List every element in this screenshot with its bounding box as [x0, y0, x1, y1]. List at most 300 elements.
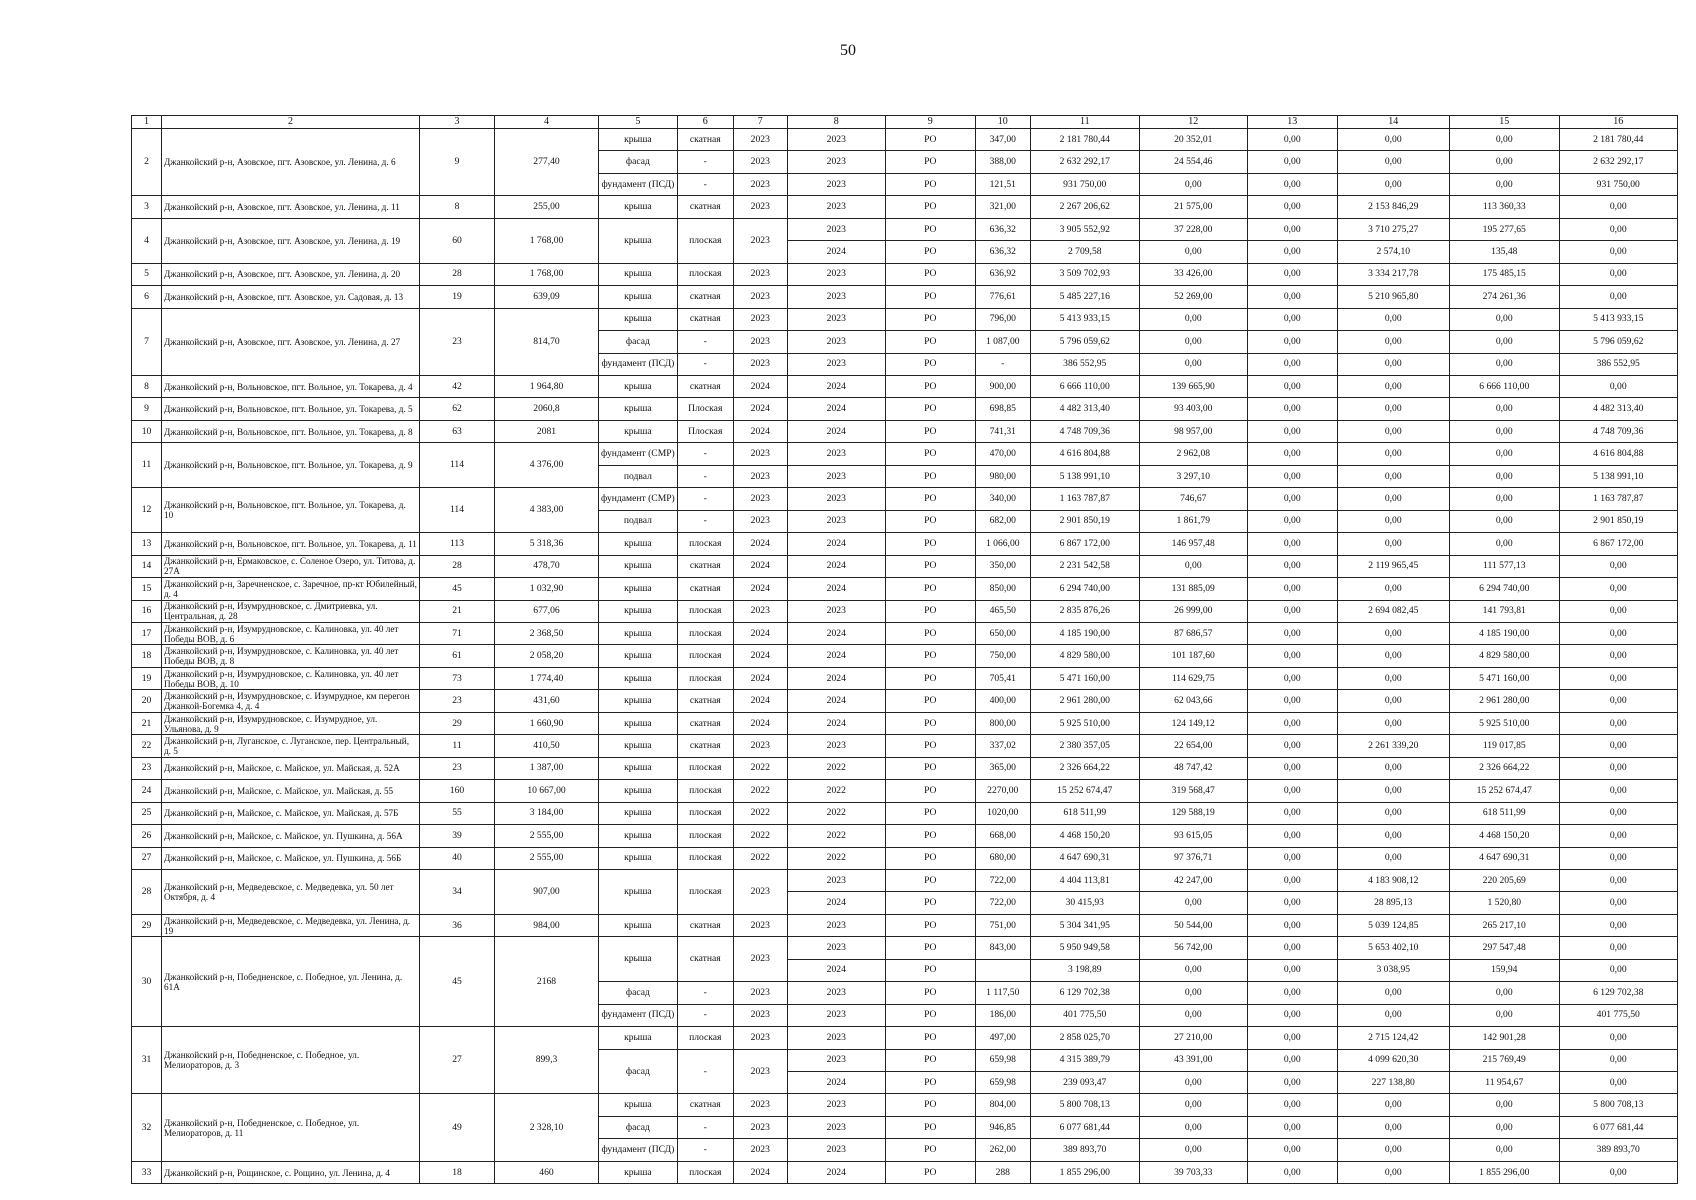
- column-number-10: 10: [975, 116, 1030, 129]
- area-cell: [975, 959, 1030, 981]
- col-4-cell: 10 667,00: [495, 780, 599, 802]
- col-13-cell: 0,00: [1247, 263, 1337, 285]
- roof-type-cell: -: [677, 443, 733, 465]
- col-14-cell: 0,00: [1337, 982, 1449, 1004]
- row-number: 17: [132, 622, 162, 644]
- col-16-cell: 0,00: [1559, 869, 1677, 891]
- col-12-cell: 42 247,00: [1139, 869, 1247, 891]
- col-3-cell: 23: [420, 757, 495, 779]
- planned-year-cell: 2024: [733, 712, 787, 734]
- col-3-cell: 23: [420, 308, 495, 375]
- col-12-cell: 20 352,01: [1139, 129, 1247, 151]
- year-cell: 2023: [787, 218, 885, 240]
- source-cell: РО: [885, 1072, 975, 1094]
- col-16-cell: 2 632 292,17: [1559, 151, 1677, 173]
- col-16-cell: 0,00: [1559, 802, 1677, 824]
- total-cost-cell: 15 252 674,47: [1030, 780, 1139, 802]
- col-12-cell: 3 297,10: [1139, 465, 1247, 487]
- area-cell: 804,00: [975, 1094, 1030, 1116]
- work-type-cell: крыша: [599, 735, 678, 757]
- planned-year-cell: 2023: [733, 263, 787, 285]
- col-12-cell: 139 665,90: [1139, 375, 1247, 397]
- source-cell: РО: [885, 1161, 975, 1183]
- col-13-cell: 0,00: [1247, 420, 1337, 442]
- col-15-cell: 1 520,80: [1449, 892, 1559, 914]
- area-cell: 636,32: [975, 241, 1030, 263]
- col-15-cell: 4 647 690,31: [1449, 847, 1559, 869]
- table-row: [132, 443, 1678, 465]
- row-number: 29: [132, 914, 162, 936]
- total-cost-cell: 2 632 292,17: [1030, 151, 1139, 173]
- table-row: [132, 937, 1678, 959]
- col-13-cell: 0,00: [1247, 375, 1337, 397]
- page-number: 50: [840, 42, 856, 59]
- table-row: [132, 420, 1678, 442]
- total-cost-cell: 4 829 580,00: [1030, 645, 1139, 667]
- row-number: 8: [132, 375, 162, 397]
- col-14-cell: 0,00: [1337, 847, 1449, 869]
- col-14-cell: 0,00: [1337, 353, 1449, 375]
- col-14-cell: 0,00: [1337, 622, 1449, 644]
- col-15-cell: 0,00: [1449, 533, 1559, 555]
- year-cell: 2024: [787, 398, 885, 420]
- col-4-cell: 2168: [495, 937, 599, 1027]
- table-row: [132, 780, 1678, 802]
- total-cost-cell: 386 552,95: [1030, 353, 1139, 375]
- row-number: 11: [132, 443, 162, 488]
- address-cell: Джанкойский р-н, Азовское, пгт. Азовское, ул. Садовая, д. 13: [162, 286, 420, 308]
- source-cell: РО: [885, 375, 975, 397]
- total-cost-cell: 4 748 709,36: [1030, 420, 1139, 442]
- source-cell: РО: [885, 398, 975, 420]
- col-13-cell: 0,00: [1247, 667, 1337, 689]
- total-cost-cell: 4 482 313,40: [1030, 398, 1139, 420]
- year-cell: 2023: [787, 129, 885, 151]
- address-cell: Джанкойский р-н, Победненское, с. Победное, ул. Мелиораторов, д. 3: [162, 1027, 420, 1094]
- total-cost-cell: 6 129 702,38: [1030, 982, 1139, 1004]
- total-cost-cell: 2 709,58: [1030, 241, 1139, 263]
- col-14-cell: 0,00: [1337, 1139, 1449, 1161]
- row-number: 33: [132, 1161, 162, 1183]
- col-13-cell: 0,00: [1247, 690, 1337, 712]
- source-cell: РО: [885, 825, 975, 847]
- col-13-cell: 0,00: [1247, 1139, 1337, 1161]
- col-12-cell: 0,00: [1139, 331, 1247, 353]
- area-cell: 288: [975, 1161, 1030, 1183]
- source-cell: РО: [885, 780, 975, 802]
- source-cell: РО: [885, 1139, 975, 1161]
- col-13-cell: 0,00: [1247, 1072, 1337, 1094]
- col-12-cell: 93 403,00: [1139, 398, 1247, 420]
- area-cell: 698,85: [975, 398, 1030, 420]
- total-cost-cell: 2 380 357,05: [1030, 735, 1139, 757]
- planned-year-cell: 2023: [733, 1139, 787, 1161]
- planned-year-cell: 2023: [733, 353, 787, 375]
- planned-year-cell: 2024: [733, 398, 787, 420]
- area-cell: -: [975, 353, 1030, 375]
- planned-year-cell: 2022: [733, 802, 787, 824]
- source-cell: РО: [885, 1049, 975, 1071]
- col-14-cell: 0,00: [1337, 578, 1449, 600]
- address-cell: Джанкойский р-н, Азовское, пгт. Азовское, ул. Ленина, д. 19: [162, 218, 420, 263]
- work-type-cell: фундамент (СМР): [599, 443, 678, 465]
- year-cell: 2024: [787, 712, 885, 734]
- work-type-cell: крыша: [599, 869, 678, 914]
- source-cell: РО: [885, 241, 975, 263]
- address-cell: Джанкойский р-н, Ермаковское, с. Соленое Озеро, ул. Титова, д. 27А: [162, 555, 420, 577]
- col-4-cell: 478,70: [495, 555, 599, 577]
- col-14-cell: 3 334 217,78: [1337, 263, 1449, 285]
- source-cell: РО: [885, 1027, 975, 1049]
- col-15-cell: 0,00: [1449, 1139, 1559, 1161]
- table-row: [132, 622, 1678, 644]
- total-cost-cell: 2 901 850,19: [1030, 510, 1139, 532]
- col-15-cell: 159,94: [1449, 959, 1559, 981]
- year-cell: 2023: [787, 151, 885, 173]
- roof-type-cell: -: [677, 1049, 733, 1094]
- col-4-cell: 2 555,00: [495, 847, 599, 869]
- col-12-cell: 101 187,60: [1139, 645, 1247, 667]
- table-row: [132, 129, 1678, 151]
- col-14-cell: 227 138,80: [1337, 1072, 1449, 1094]
- area-cell: 750,00: [975, 645, 1030, 667]
- col-16-cell: 5 796 059,62: [1559, 331, 1677, 353]
- row-number: 18: [132, 645, 162, 667]
- col-13-cell: 0,00: [1247, 1094, 1337, 1116]
- year-cell: 2023: [787, 1027, 885, 1049]
- planned-year-cell: 2024: [733, 690, 787, 712]
- col-4-cell: 984,00: [495, 914, 599, 936]
- row-number: 28: [132, 869, 162, 914]
- col-14-cell: 2 694 082,45: [1337, 600, 1449, 622]
- source-cell: РО: [885, 937, 975, 959]
- col-12-cell: 746,67: [1139, 488, 1247, 510]
- row-number: 7: [132, 308, 162, 375]
- col-3-cell: 23: [420, 690, 495, 712]
- source-cell: РО: [885, 308, 975, 330]
- roof-type-cell: скатная: [677, 914, 733, 936]
- col-15-cell: 215 769,49: [1449, 1049, 1559, 1071]
- col-3-cell: 29: [420, 712, 495, 734]
- year-cell: 2022: [787, 847, 885, 869]
- col-3-cell: 73: [420, 667, 495, 689]
- planned-year-cell: 2023: [733, 982, 787, 1004]
- col-3-cell: 42: [420, 375, 495, 397]
- roof-type-cell: плоская: [677, 757, 733, 779]
- planned-year-cell: 2023: [733, 1027, 787, 1049]
- work-type-cell: крыша: [599, 645, 678, 667]
- col-13-cell: 0,00: [1247, 1161, 1337, 1183]
- col-15-cell: 0,00: [1449, 1094, 1559, 1116]
- column-number-6: 6: [677, 116, 733, 129]
- col-15-cell: 135,48: [1449, 241, 1559, 263]
- work-type-cell: фасад: [599, 982, 678, 1004]
- col-4-cell: 2 058,20: [495, 645, 599, 667]
- col-3-cell: 9: [420, 129, 495, 196]
- year-cell: 2023: [787, 869, 885, 891]
- work-type-cell: крыша: [599, 667, 678, 689]
- col-12-cell: 0,00: [1139, 982, 1247, 1004]
- year-cell: 2023: [787, 1094, 885, 1116]
- col-4-cell: 460: [495, 1161, 599, 1183]
- work-type-cell: подвал: [599, 510, 678, 532]
- col-16-cell: 0,00: [1559, 825, 1677, 847]
- col-3-cell: 28: [420, 555, 495, 577]
- year-cell: 2024: [787, 241, 885, 263]
- year-cell: 2023: [787, 331, 885, 353]
- roof-type-cell: скатная: [677, 286, 733, 308]
- col-15-cell: 15 252 674,47: [1449, 780, 1559, 802]
- col-13-cell: 0,00: [1247, 869, 1337, 891]
- year-cell: 2023: [787, 173, 885, 195]
- col-15-cell: 0,00: [1449, 488, 1559, 510]
- col-16-cell: 0,00: [1559, 757, 1677, 779]
- source-cell: РО: [885, 802, 975, 824]
- work-type-cell: крыша: [599, 825, 678, 847]
- col-12-cell: 93 615,05: [1139, 825, 1247, 847]
- roof-type-cell: -: [677, 353, 733, 375]
- col-15-cell: 0,00: [1449, 982, 1559, 1004]
- col-12-cell: 87 686,57: [1139, 622, 1247, 644]
- table-row: [132, 712, 1678, 734]
- source-cell: РО: [885, 353, 975, 375]
- col-14-cell: 0,00: [1337, 420, 1449, 442]
- address-cell: Джанкойский р-н, Медведевское, с. Медведевка, ул. Ленина, д. 19: [162, 914, 420, 936]
- column-number-15: 15: [1449, 116, 1559, 129]
- address-cell: Джанкойский р-н, Азовское, пгт. Азовское, ул. Ленина, д. 27: [162, 308, 420, 375]
- address-cell: Джанкойский р-н, Майское, с. Майское, ул. Майская, д. 57Б: [162, 802, 420, 824]
- col-15-cell: 1 855 296,00: [1449, 1161, 1559, 1183]
- year-cell: 2023: [787, 443, 885, 465]
- col-14-cell: 2 261 339,20: [1337, 735, 1449, 757]
- planned-year-cell: 2023: [733, 173, 787, 195]
- col-13-cell: 0,00: [1247, 914, 1337, 936]
- table-row: [132, 735, 1678, 757]
- col-12-cell: 2 962,08: [1139, 443, 1247, 465]
- col-15-cell: 265 217,10: [1449, 914, 1559, 936]
- table-row: [132, 555, 1678, 577]
- table-row: [132, 847, 1678, 869]
- col-12-cell: 0,00: [1139, 241, 1247, 263]
- roof-type-cell: скатная: [677, 308, 733, 330]
- col-14-cell: 0,00: [1337, 780, 1449, 802]
- col-15-cell: 0,00: [1449, 465, 1559, 487]
- total-cost-cell: 5 485 227,16: [1030, 286, 1139, 308]
- col-16-cell: 0,00: [1559, 622, 1677, 644]
- work-type-cell: крыша: [599, 196, 678, 218]
- col-13-cell: 0,00: [1247, 196, 1337, 218]
- source-cell: РО: [885, 622, 975, 644]
- area-cell: 347,00: [975, 129, 1030, 151]
- address-cell: Джанкойский р-н, Майское, с. Майское, ул. Пушкина, д. 56А: [162, 825, 420, 847]
- col-13-cell: 0,00: [1247, 982, 1337, 1004]
- work-type-cell: крыша: [599, 757, 678, 779]
- col-4-cell: 1 774,40: [495, 667, 599, 689]
- col-13-cell: 0,00: [1247, 443, 1337, 465]
- total-cost-cell: 5 413 933,15: [1030, 308, 1139, 330]
- total-cost-cell: 2 858 025,70: [1030, 1027, 1139, 1049]
- col-14-cell: 3 710 275,27: [1337, 218, 1449, 240]
- col-12-cell: 129 588,19: [1139, 802, 1247, 824]
- area-cell: 121,51: [975, 173, 1030, 195]
- col-4-cell: 1 660,90: [495, 712, 599, 734]
- table-row: [132, 690, 1678, 712]
- col-13-cell: 0,00: [1247, 645, 1337, 667]
- table-row: [132, 645, 1678, 667]
- col-15-cell: 0,00: [1449, 151, 1559, 173]
- source-cell: РО: [885, 712, 975, 734]
- col-14-cell: 0,00: [1337, 465, 1449, 487]
- year-cell: 2023: [787, 465, 885, 487]
- planned-year-cell: 2023: [733, 937, 787, 982]
- work-type-cell: фасад: [599, 1116, 678, 1138]
- total-cost-cell: 618 511,99: [1030, 802, 1139, 824]
- source-cell: РО: [885, 173, 975, 195]
- year-cell: 2023: [787, 1139, 885, 1161]
- col-12-cell: 0,00: [1139, 1094, 1247, 1116]
- area-cell: 186,00: [975, 1004, 1030, 1026]
- col-3-cell: 113: [420, 533, 495, 555]
- total-cost-cell: 2 267 206,62: [1030, 196, 1139, 218]
- source-cell: РО: [885, 892, 975, 914]
- table-row: [132, 533, 1678, 555]
- work-type-cell: фасад: [599, 331, 678, 353]
- roof-type-cell: плоская: [677, 869, 733, 914]
- column-number-11: 11: [1030, 116, 1139, 129]
- col-15-cell: 0,00: [1449, 510, 1559, 532]
- table-row: [132, 375, 1678, 397]
- col-16-cell: 1 163 787,87: [1559, 488, 1677, 510]
- roof-type-cell: скатная: [677, 690, 733, 712]
- col-3-cell: 45: [420, 578, 495, 600]
- area-cell: 668,00: [975, 825, 1030, 847]
- col-15-cell: 141 793,81: [1449, 600, 1559, 622]
- area-cell: 682,00: [975, 510, 1030, 532]
- col-14-cell: 0,00: [1337, 757, 1449, 779]
- source-cell: РО: [885, 667, 975, 689]
- table-row: [132, 218, 1678, 240]
- address-cell: Джанкойский р-н, Вольновское, пгт. Вольное, ул. Токарева, д. 5: [162, 398, 420, 420]
- col-12-cell: 27 210,00: [1139, 1027, 1247, 1049]
- col-15-cell: 119 017,85: [1449, 735, 1559, 757]
- year-cell: 2023: [787, 914, 885, 936]
- col-16-cell: 0,00: [1559, 780, 1677, 802]
- col-16-cell: 389 893,70: [1559, 1139, 1677, 1161]
- roof-type-cell: плоская: [677, 1027, 733, 1049]
- col-16-cell: 0,00: [1559, 263, 1677, 285]
- roof-type-cell: плоская: [677, 622, 733, 644]
- year-cell: 2024: [787, 959, 885, 981]
- area-cell: 1 066,00: [975, 533, 1030, 555]
- work-type-cell: крыша: [599, 375, 678, 397]
- source-cell: РО: [885, 555, 975, 577]
- col-14-cell: 0,00: [1337, 398, 1449, 420]
- area-cell: 350,00: [975, 555, 1030, 577]
- col-4-cell: 1 768,00: [495, 263, 599, 285]
- address-cell: Джанкойский р-н, Вольновское, пгт. Вольное, ул. Токарева, д. 10: [162, 488, 420, 533]
- col-16-cell: 5 413 933,15: [1559, 308, 1677, 330]
- area-cell: 321,00: [975, 196, 1030, 218]
- area-cell: 465,50: [975, 600, 1030, 622]
- col-14-cell: 4 183 908,12: [1337, 869, 1449, 891]
- column-number-16: 16: [1559, 116, 1677, 129]
- col-12-cell: 0,00: [1139, 1116, 1247, 1138]
- planned-year-cell: 2024: [733, 667, 787, 689]
- row-number: 19: [132, 667, 162, 689]
- col-15-cell: 175 485,15: [1449, 263, 1559, 285]
- col-3-cell: 21: [420, 600, 495, 622]
- address-cell: Джанкойский р-н, Рощинское, с. Рощино, ул. Ленина, д. 4: [162, 1161, 420, 1183]
- year-cell: 2023: [787, 286, 885, 308]
- col-13-cell: 0,00: [1247, 712, 1337, 734]
- planned-year-cell: 2022: [733, 757, 787, 779]
- planned-year-cell: 2023: [733, 286, 787, 308]
- work-type-cell: крыша: [599, 847, 678, 869]
- col-4-cell: 907,00: [495, 869, 599, 914]
- planned-year-cell: 2023: [733, 465, 787, 487]
- total-cost-cell: 5 304 341,95: [1030, 914, 1139, 936]
- work-type-cell: крыша: [599, 555, 678, 577]
- work-type-cell: крыша: [599, 712, 678, 734]
- year-cell: 2023: [787, 488, 885, 510]
- roof-type-cell: скатная: [677, 937, 733, 982]
- col-16-cell: 4 748 709,36: [1559, 420, 1677, 442]
- year-cell: 2023: [787, 1116, 885, 1138]
- col-16-cell: 386 552,95: [1559, 353, 1677, 375]
- area-cell: 705,41: [975, 667, 1030, 689]
- col-15-cell: 0,00: [1449, 443, 1559, 465]
- col-16-cell: 0,00: [1559, 847, 1677, 869]
- planned-year-cell: 2022: [733, 780, 787, 802]
- row-number: 13: [132, 533, 162, 555]
- roof-type-cell: плоская: [677, 1161, 733, 1183]
- col-16-cell: 0,00: [1559, 645, 1677, 667]
- col-12-cell: 0,00: [1139, 1072, 1247, 1094]
- roof-type-cell: плоская: [677, 825, 733, 847]
- col-13-cell: 0,00: [1247, 465, 1337, 487]
- roof-type-cell: -: [677, 488, 733, 510]
- planned-year-cell: 2024: [733, 555, 787, 577]
- table-row: [132, 869, 1678, 891]
- col-14-cell: 0,00: [1337, 1116, 1449, 1138]
- col-12-cell: 131 885,09: [1139, 578, 1247, 600]
- area-cell: 751,00: [975, 914, 1030, 936]
- source-cell: РО: [885, 465, 975, 487]
- col-15-cell: 4 829 580,00: [1449, 645, 1559, 667]
- work-type-cell: фасад: [599, 151, 678, 173]
- col-13-cell: 0,00: [1247, 802, 1337, 824]
- planned-year-cell: 2023: [733, 510, 787, 532]
- col-15-cell: 0,00: [1449, 1116, 1559, 1138]
- col-16-cell: 0,00: [1559, 914, 1677, 936]
- row-number: 25: [132, 802, 162, 824]
- col-14-cell: 0,00: [1337, 802, 1449, 824]
- table-row: [132, 286, 1678, 308]
- col-3-cell: 60: [420, 218, 495, 263]
- source-cell: РО: [885, 263, 975, 285]
- area-cell: 946,85: [975, 1116, 1030, 1138]
- col-4-cell: 255,00: [495, 196, 599, 218]
- col-14-cell: 5 210 965,80: [1337, 286, 1449, 308]
- col-16-cell: 2 181 780,44: [1559, 129, 1677, 151]
- roof-type-cell: плоская: [677, 218, 733, 263]
- table-row: [132, 1027, 1678, 1049]
- work-type-cell: фундамент (ПСД): [599, 353, 678, 375]
- column-number-12: 12: [1139, 116, 1247, 129]
- area-cell: 636,92: [975, 263, 1030, 285]
- address-cell: Джанкойский р-н, Вольновское, пгт. Вольное, ул. Токарева, д. 11: [162, 533, 420, 555]
- roof-type-cell: -: [677, 982, 733, 1004]
